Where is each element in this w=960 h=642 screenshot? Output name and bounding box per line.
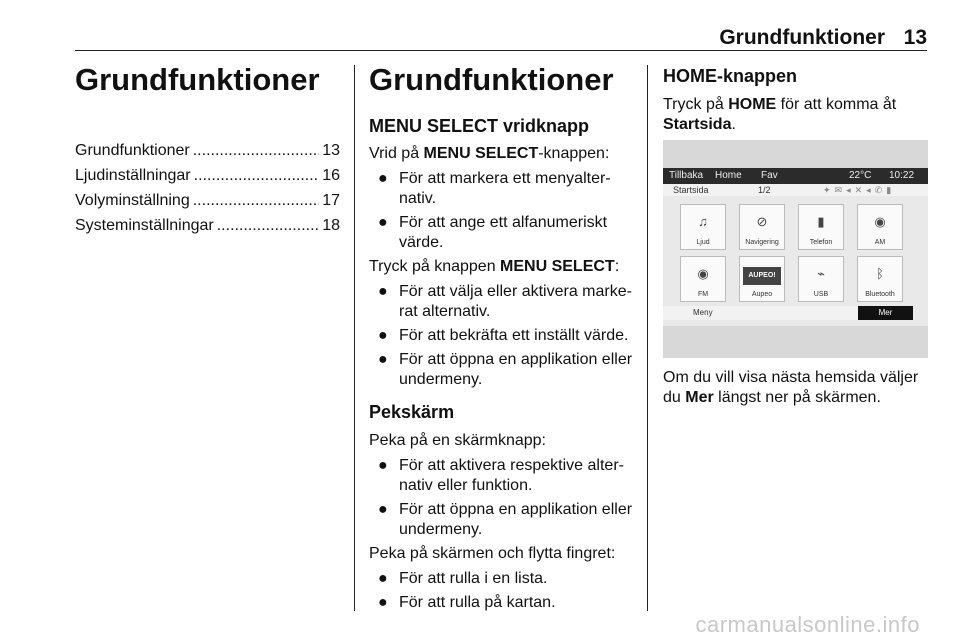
tile-bluetooth[interactable]: [857, 256, 903, 302]
toc-label: Systeminställningar: [75, 217, 214, 234]
list-item: [369, 213, 635, 253]
bullet-icon: ●: [378, 283, 388, 300]
toc-page: 16: [322, 167, 340, 184]
phone-icon: ▮: [817, 214, 825, 229]
section-title: Grundfunktioner: [369, 62, 614, 97]
screen-top-bar: [663, 168, 928, 184]
toc-label: Ljudinställningar: [75, 167, 191, 184]
turn-bullets: [369, 169, 635, 253]
list-item-text: För att aktivera respektive alternativ eller funktion.: [399, 457, 624, 494]
list-item: [369, 282, 635, 322]
list-item: [369, 350, 635, 390]
tile-label: USB: [813, 291, 829, 298]
mer-label: Mer: [878, 308, 893, 317]
caption-bold: Mer: [685, 389, 714, 406]
home-heading: HOME-knappen: [663, 66, 798, 86]
tile-usb[interactable]: [798, 256, 844, 302]
clock-readout: 10:22: [889, 170, 915, 181]
bullet-icon: ●: [378, 457, 388, 474]
column-divider: [647, 65, 648, 611]
bullet-icon: ●: [378, 327, 388, 344]
tile-fm[interactable]: [680, 256, 726, 302]
bullet-icon: ●: [378, 170, 388, 187]
list-item-text: För att välja eller aktivera markerat alternativ.: [399, 283, 632, 320]
toc-entry[interactable]: [75, 138, 340, 163]
toc-page: 18: [322, 217, 340, 234]
tile-label: Bluetooth: [865, 291, 895, 298]
turn-suffix: -knappen:: [538, 145, 610, 162]
tile-label: Aupeo: [751, 291, 773, 298]
press-intro: [369, 257, 635, 277]
toc-page: 17: [322, 192, 340, 209]
list-item: [369, 500, 635, 540]
table-of-contents: [75, 138, 340, 238]
page-header: [75, 0, 927, 51]
press-bullets: [369, 282, 635, 390]
toc-entry[interactable]: [75, 213, 340, 238]
watermark: carmanualsonline.info: [695, 612, 920, 637]
tab-tillbaka[interactable]: Tillbaka: [669, 170, 704, 181]
meny-button[interactable]: [663, 306, 858, 320]
turn-bold: MENU SELECT: [423, 145, 539, 162]
toc-page: 13: [322, 142, 340, 159]
column-divider: [354, 65, 355, 611]
toc-leader-dots: [194, 163, 320, 188]
home-bold: HOME: [728, 96, 777, 113]
press-prefix: Tryck på knappen: [369, 258, 501, 275]
home-text: [663, 95, 928, 135]
radio-fm-icon: ◉: [697, 266, 709, 281]
list-item: [369, 569, 635, 589]
middle-column: [369, 60, 635, 617]
temperature-readout: 22°C: [849, 170, 872, 181]
mer-button[interactable]: [858, 306, 913, 320]
list-item-text: För att rulla på kartan.: [399, 594, 556, 611]
compass-icon: ⊘: [756, 214, 768, 229]
list-item: [369, 169, 635, 209]
tile-label: Ljud: [696, 239, 710, 246]
right-column: [663, 66, 928, 135]
left-column: [75, 60, 340, 238]
status-icons: ✦✉◂✕◂✆▮: [823, 185, 896, 195]
turn-prefix: Vrid på: [369, 145, 424, 162]
screen-sub-bar: [663, 184, 928, 196]
bullet-icon: ●: [378, 214, 388, 231]
page-number: 13: [903, 26, 927, 49]
bullet-icon: ●: [378, 594, 388, 611]
toc-leader-dots: [217, 213, 319, 238]
caption-text: [663, 368, 928, 408]
touch-bullets: [369, 456, 635, 540]
home-bold-startsida: Startsida: [663, 116, 732, 133]
tile-label: Navigering: [745, 239, 779, 246]
caption-prefix: Om du vill visa nästa hemsida väljer du: [663, 369, 919, 406]
chapter-title: Grundfunktioner: [75, 62, 320, 97]
aupeo-logo: AUPEO!: [743, 267, 781, 285]
bullet-icon: ●: [378, 570, 388, 587]
radio-am-icon: ◉: [874, 214, 886, 229]
touch-intro: Peka på en skärmknapp:: [369, 432, 546, 449]
screen-caption: [663, 368, 928, 408]
tile-label: Telefon: [809, 239, 833, 246]
tile-label: FM: [697, 291, 709, 298]
drag-bullets: [369, 569, 635, 613]
home-prefix: Tryck på: [663, 96, 729, 113]
tile-ljud[interactable]: [680, 204, 726, 250]
tile-navigering[interactable]: [739, 204, 785, 250]
caption-suffix: längst ner på skärmen.: [713, 389, 881, 406]
list-item-text: För att öppna en applikation eller undermeny.: [399, 351, 633, 388]
page-indicator: 1/2: [758, 185, 771, 195]
music-icon: ♫: [698, 214, 708, 229]
list-item-text: För att markera ett menyalternativ.: [399, 170, 611, 207]
tile-telefon[interactable]: [798, 204, 844, 250]
toc-leader-dots: [193, 138, 319, 163]
toc-label: Grundfunktioner: [75, 142, 190, 159]
bullet-icon: ●: [378, 501, 388, 518]
list-item: [369, 593, 635, 613]
toc-entry[interactable]: [75, 188, 340, 213]
drag-intro: Peka på skärmen och flytta fingret:: [369, 545, 616, 562]
usb-icon: ⌁: [817, 266, 825, 281]
list-item-text: För att ange ett alfanumeriskt värde.: [399, 214, 608, 251]
infotainment-screenshot: [663, 140, 928, 358]
touch-heading: Pekskärm: [369, 402, 455, 422]
header-title: Grundfunktioner: [719, 26, 885, 49]
page-name: Startsida: [673, 185, 709, 195]
tab-home[interactable]: Home: [715, 170, 742, 181]
toc-leader-dots: [193, 188, 319, 213]
list-item-text: För att bekräfta ett inställt värde.: [399, 327, 629, 344]
bullet-icon: ●: [378, 351, 388, 368]
bluetooth-icon: ᛒ: [876, 266, 884, 281]
list-item-text: För att öppna en applikation eller undermeny.: [399, 501, 633, 538]
tile-label: AM: [874, 239, 886, 246]
list-item-text: För att rulla i en lista.: [399, 570, 548, 587]
menu-select-heading: MENU SELECT vridknapp: [369, 116, 590, 136]
list-item: [369, 326, 635, 346]
tile-aupeo[interactable]: [739, 256, 785, 302]
toc-label: Volyminställning: [75, 192, 190, 209]
tab-fav[interactable]: Fav: [761, 170, 778, 181]
press-suffix: :: [614, 258, 620, 275]
tile-am[interactable]: [857, 204, 903, 250]
toc-entry[interactable]: [75, 163, 340, 188]
list-item: [369, 456, 635, 496]
home-suffix: .: [731, 116, 736, 133]
press-bold: MENU SELECT: [500, 258, 615, 275]
meny-label: Meny: [693, 308, 713, 317]
home-middle: för att komma åt: [776, 96, 897, 113]
turn-intro: [369, 144, 635, 164]
